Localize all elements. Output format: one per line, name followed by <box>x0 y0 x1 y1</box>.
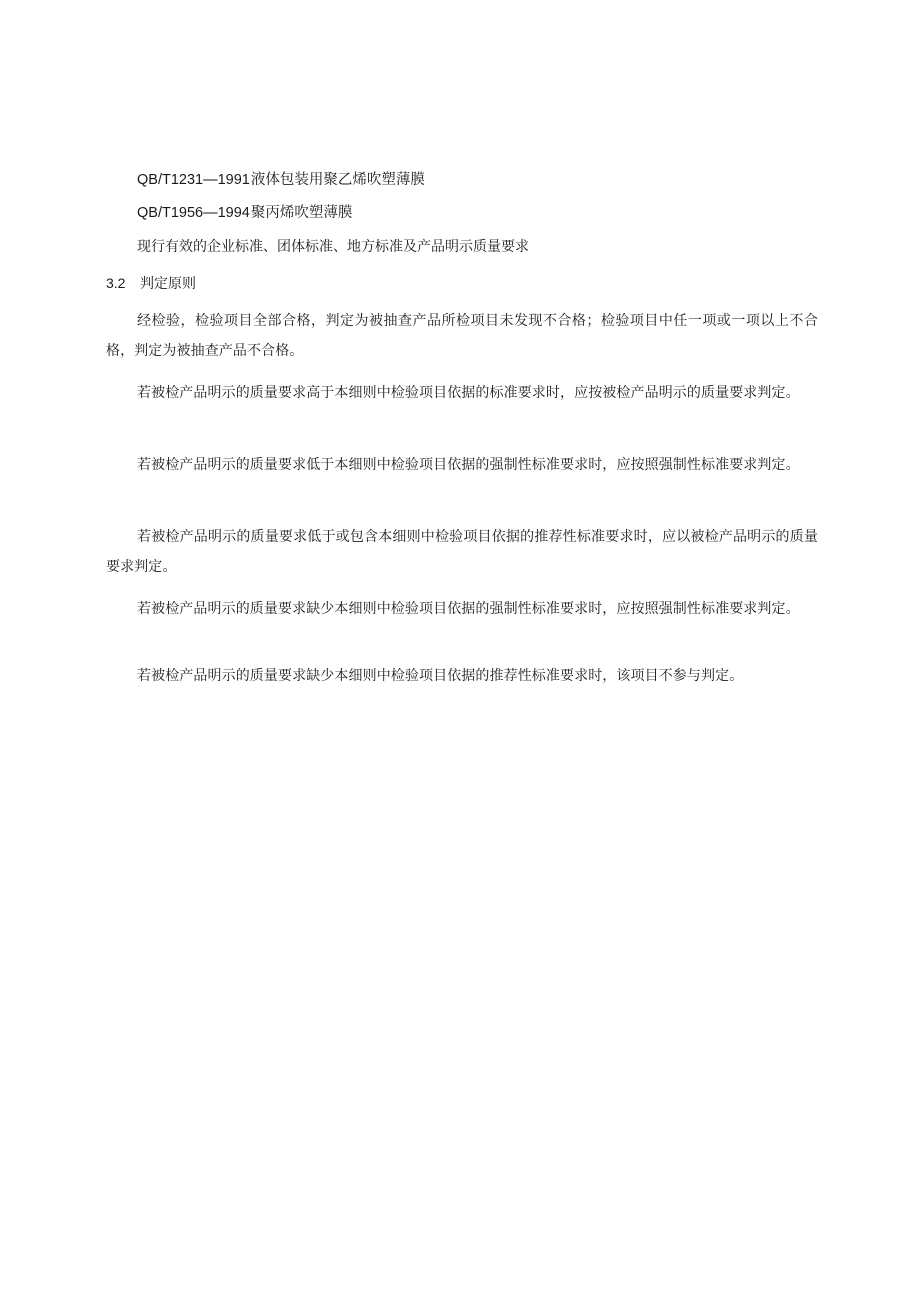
standards-note-text: 现行有效的企业标准、团体标准、地方标准及产品明示质量要求 <box>137 239 529 255</box>
standards-note <box>137 237 529 257</box>
paragraph-6: 若被检产品明示的质量要求缺少本细则中检验项目依据的推荐性标准要求时，该项目不参与判定。 <box>137 668 744 684</box>
paragraph-3: 若被检产品明示的质量要求低于本细则中检验项目依据的强制性标准要求时，应按照强制性标准要求判定。 <box>137 457 800 473</box>
paragraph-5: 若被检产品明示的质量要求缺少本细则中检验项目依据的强制性标准要求时，应按照强制性标准要求判定。 <box>137 601 800 617</box>
section-title: 判定原则 <box>140 276 196 292</box>
section-heading <box>106 273 196 294</box>
standard-name: 液体包装用聚乙烯吹塑薄膜 <box>250 172 425 188</box>
standard-line-2 <box>137 203 352 223</box>
standard-line-1 <box>137 170 425 190</box>
paragraph-2: 若被检产品明示的质量要求高于本细则中检验项目依据的标准要求时，应按被检产品明示的质量要求判定。 <box>137 385 800 401</box>
standard-code: QB/T1231—1991 <box>137 172 250 188</box>
paragraph-4: 若被检产品明示的质量要求低于或包含本细则中检验项目依据的推荐性标准要求时，应以被检产品明示的质量要求判定。 <box>106 529 818 575</box>
section-number: 3.2 <box>106 275 126 291</box>
standard-code: QB/T1956—1994 <box>137 205 250 221</box>
standard-name: 聚丙烯吹塑薄膜 <box>250 205 353 221</box>
paragraph-1: 经检验，检验项目全部合格，判定为被抽查产品所检项目未发现不合格；检验项目中任一项或一项以上不合格，判定为被抽查产品不合格。 <box>106 313 818 359</box>
